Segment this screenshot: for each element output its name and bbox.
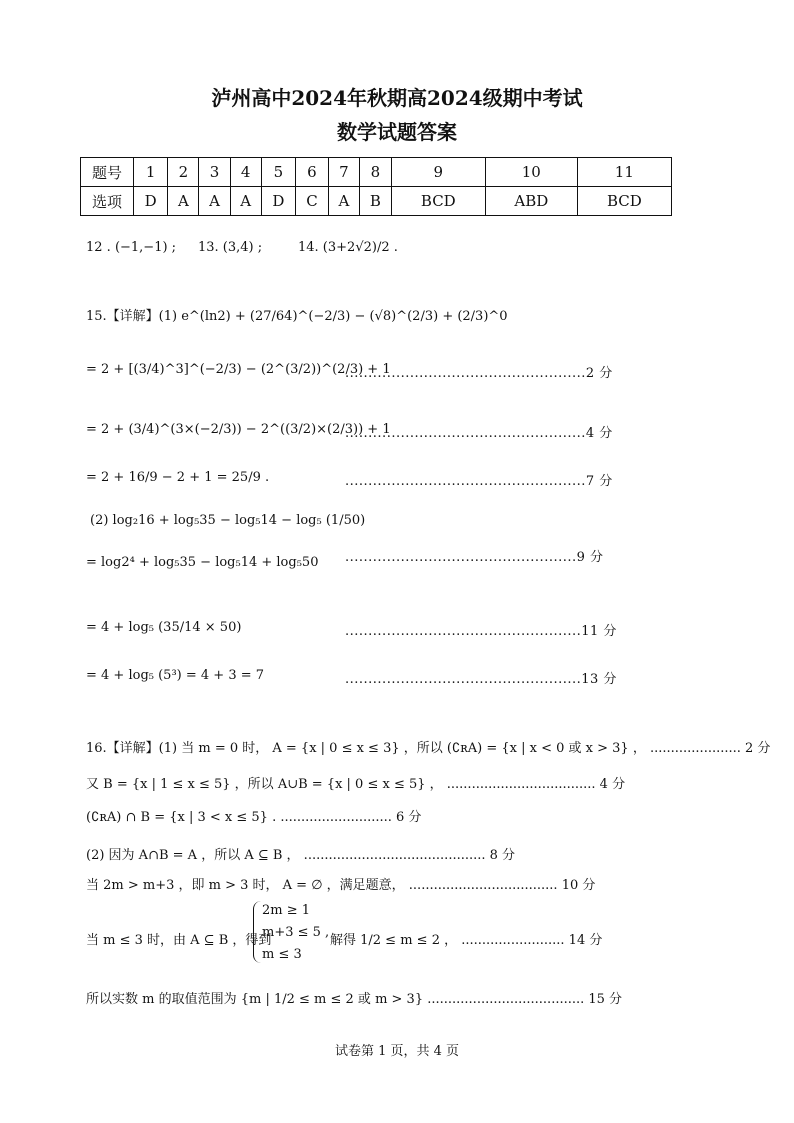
q15-step2: = 2 + (3/4)^(3×(−2/3)) − 2^((3/2)×(2/3)) + 1 — [86, 422, 391, 437]
cell-number: 7 — [328, 158, 359, 187]
q15-step5: = 4 + log₅ (35/14 × 50) — [86, 620, 242, 635]
cell-number: 3 — [199, 158, 230, 187]
cell-number: 8 — [360, 158, 392, 187]
cell-number: 6 — [296, 158, 329, 187]
q16-line5: 当 2m > m+3 ，即 m > 3 时， A = ∅ ，满足题意， .................................... 10 分 — [86, 878, 596, 893]
q16-line1: 16.【详解】(1) 当 m = 0 时， A = {x | 0 ≤ x ≤ 3} ，所以 (∁ʀA) = {x | x < 0 或 x > 3} ， ...................... 2 分 — [86, 741, 771, 756]
cell-choice: A — [328, 187, 359, 216]
cell-choice: A — [168, 187, 199, 216]
q15-step5-score: ...................................................11 分 — [345, 624, 617, 639]
q16-line6-prefix: 当 m ≤ 3 时，由 A ⊆ B ，得到 — [86, 933, 272, 948]
cell-choice: D — [134, 187, 168, 216]
q15-step6-score: ...................................................13 分 — [345, 672, 617, 687]
answer-table-row-choices — [81, 187, 672, 216]
cell-choice: D — [261, 187, 295, 216]
q15-step2-score: ....................................................4 分 — [345, 426, 613, 441]
answer-table — [80, 157, 672, 216]
cell-number: 9 — [391, 158, 485, 187]
q16-line4: (2) 因为 A∩B = A ，所以 A ⊆ B ， ............................................ 8 分 — [86, 848, 516, 863]
cell-choice: A — [199, 187, 230, 216]
page-footer: 试卷第 1 页，共 4 页 — [334, 1044, 460, 1059]
q15-part2-head: (2) log₂16 + log₅35 − log₅14 − log₅ (1/50) — [90, 513, 366, 528]
cell-number: 5 — [261, 158, 295, 187]
cell-choice: BCD — [391, 187, 485, 216]
q15-step1: = 2 + [(3/4)^3]^(−2/3) − (2^(3/2))^(2/3) + 1 — [86, 362, 391, 377]
cell-number: 4 — [230, 158, 261, 187]
q15-step3: = 2 + 16/9 − 2 + 1 = 25/9 . — [86, 470, 270, 485]
answer-q14: 14. (3+2√2)/2 . — [298, 240, 398, 255]
system-eq-2: m+3 ≤ 5 , — [262, 925, 330, 940]
answer-q12: 12 . (−1,−1) ; — [86, 240, 177, 255]
cell-choice: B — [360, 187, 392, 216]
q15-step4-score: ..................................................9 分 — [345, 550, 604, 565]
q16-line2: 又 B = {x | 1 ≤ x ≤ 5} ，所以 A∪B = {x | 0 ≤ x ≤ 5} ， .................................... 4 分 — [86, 777, 626, 792]
cell-choice: C — [296, 187, 329, 216]
cell-choice: A — [230, 187, 261, 216]
cell-number: 11 — [577, 158, 671, 187]
q16-line6-suffix: 解得 1/2 ≤ m ≤ 2 ， ......................... 14 分 — [330, 933, 603, 948]
q15-part1-head: 15.【详解】(1) e^(ln2) + (27/64)^(−2/3) − (√8)^(2/3) + (2/3)^0 — [86, 309, 508, 324]
system-eq-1: 2m ≥ 1 — [262, 903, 311, 918]
cell-number: 10 — [485, 158, 577, 187]
exam-subtitle: 数学试题答案 — [337, 120, 457, 144]
q15-step1-score: ....................................................2 分 — [345, 366, 613, 381]
q15-step6: = 4 + log₅ (5³) = 4 + 3 = 7 — [86, 668, 265, 683]
q16-line3: (∁ʀA) ∩ B = {x | 3 < x ≤ 5} . ........................... 6 分 — [86, 810, 422, 825]
q16-line7: 所以实数 m 的取值范围为 {m | 1/2 ≤ m ≤ 2 或 m > 3} ...................................... 15 分 — [86, 992, 623, 1007]
row-label-choice: 选项 — [81, 187, 134, 216]
cell-choice: ABD — [485, 187, 577, 216]
exam-title: 泸州高中2024年秋期高2024级期中考试 — [211, 86, 583, 110]
cell-number: 1 — [134, 158, 168, 187]
system-eq-3: m ≤ 3 — [262, 947, 302, 962]
cell-choice: BCD — [577, 187, 671, 216]
answer-q13: 13. (3,4) ; — [198, 240, 263, 255]
row-label-number: 题号 — [81, 158, 134, 187]
cell-number: 2 — [168, 158, 199, 187]
q15-step4: = log2⁴ + log₅35 − log₅14 + log₅50 — [86, 555, 319, 570]
q15-step3-score: ....................................................7 分 — [345, 474, 613, 489]
answer-table-row-numbers — [81, 158, 672, 187]
